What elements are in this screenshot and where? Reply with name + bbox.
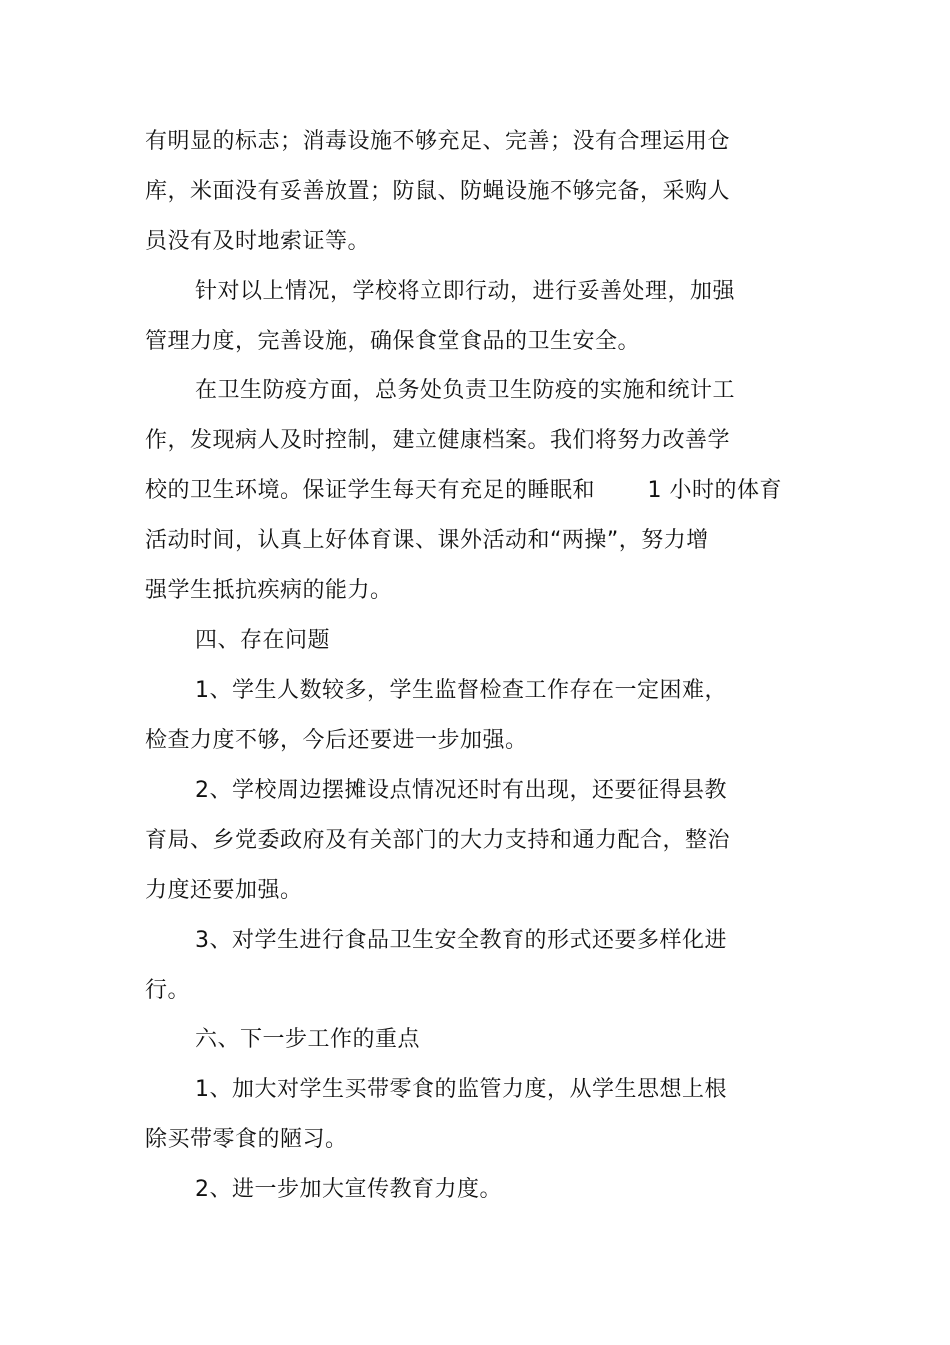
paragraph-line: 2、学校周边摆摊设点情况还时有出现，还要征得县教 [195,778,727,803]
paragraph-line: 库，米面没有妥善放置；防鼠、防蝇设施不够完备，采购人 [145,179,731,204]
paragraph-line: 强学生抵抗疾病的能力。 [145,578,393,603]
paragraph-line: 力度还要加强。 [145,878,303,903]
section-heading: 四、存在问题 [195,628,331,653]
paragraph-line: 检查力度不够，今后还要进一步加强。 [145,728,528,753]
paragraph-line: 校的卫生环境。保证学生每天有充足的睡眠和 1 小时的体育 [145,478,782,503]
paragraph-line: 1、学生人数较多，学生监督检查工作存在一定困难， [195,678,727,703]
paragraph-line: 除买带零食的陋习。 [145,1127,348,1152]
paragraph-line: 在卫生防疫方面，总务处负责卫生防疫的实施和统计工 [195,378,736,403]
paragraph-line: 针对以上情况，学校将立即行动，进行妥善处理，加强 [195,279,736,304]
paragraph-line: 行。 [145,978,191,1003]
paragraph-line: 作，发现病人及时控制，建立健康档案。我们将努力改善学 [145,428,731,453]
paragraph-line: 育局、乡党委政府及有关部门的大力支持和通力配合，整治 [145,828,731,853]
paragraph-line: 3、对学生进行食品卫生安全教育的形式还要多样化进 [195,928,727,953]
paragraph-line: 员没有及时地索证等。 [145,229,371,254]
paragraph-line: 管理力度，完善设施，确保食堂食品的卫生安全。 [145,329,641,354]
paragraph-line: 有明显的标志；消毒设施不够充足、完善；没有合理运用仓 [145,129,731,154]
section-heading: 六、下一步工作的重点 [195,1027,421,1052]
paragraph-line: 1、加大对学生买带零食的监管力度，从学生思想上根 [195,1077,727,1102]
paragraph-line: 活动时间，认真上好体育课、课外活动和“两操”，努力增 [145,528,709,553]
paragraph-line: 2、进一步加大宣传教育力度。 [195,1177,502,1202]
